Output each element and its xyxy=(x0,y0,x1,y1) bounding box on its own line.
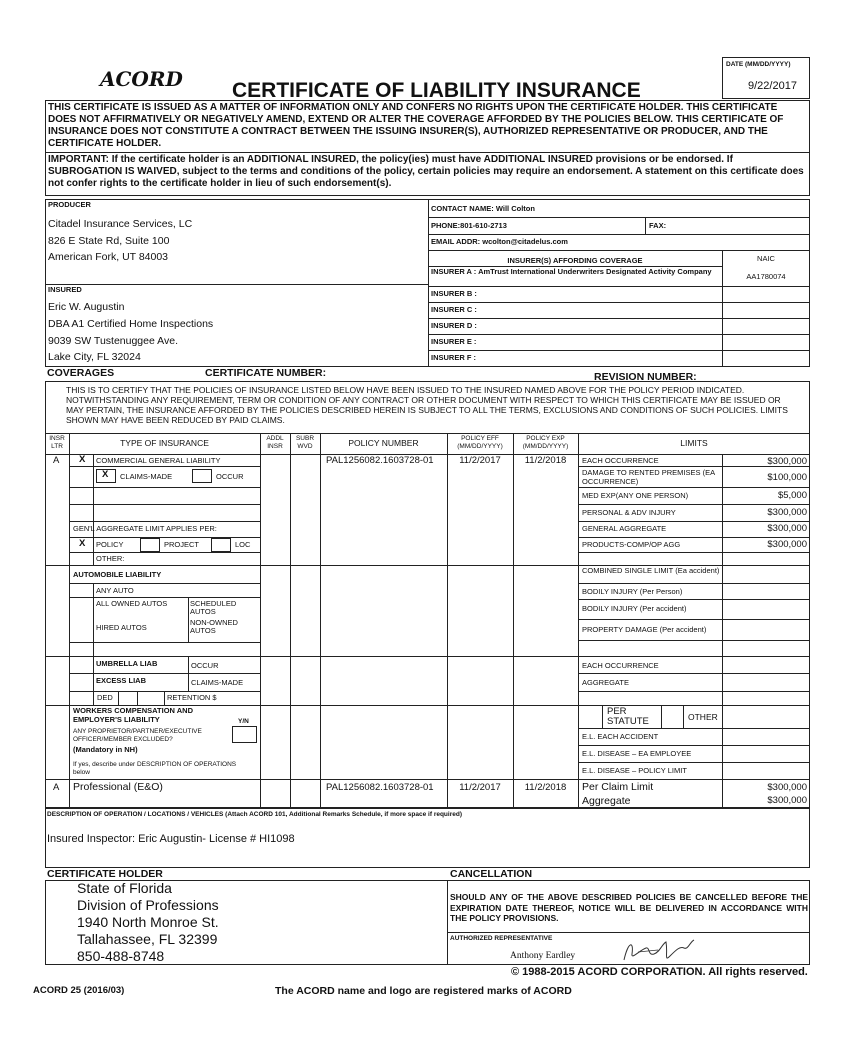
rep-name: Anthony Eardley xyxy=(510,951,576,961)
cancellation-text: SHOULD ANY OF THE ABOVE DESCRIBED POLICIES BE CANCELLED BEFORE THE EXPIRATION DATE THEREOF, NOTICE WILL BE DELIVERED IN ACCORDANCE WITH THE POLICY PROVISIONS. xyxy=(450,892,808,923)
col-limits: LIMITS xyxy=(680,438,708,448)
contact-fax: FAX: xyxy=(649,221,667,230)
copyright: © 1988-2015 ACORD CORPORATION. All rights reserved. xyxy=(511,966,808,978)
signature xyxy=(618,936,700,966)
limit-value: $300,000 xyxy=(767,456,807,467)
other-label: OTHER: xyxy=(96,554,125,563)
other-label: OTHER xyxy=(688,712,718,722)
non-owned-label: NON-OWNED AUTOS xyxy=(190,618,238,635)
insurer-d: INSURER D : xyxy=(431,321,477,330)
insurer-c: INSURER C : xyxy=(431,305,477,314)
limit-label: E.L. DISEASE – POLICY LIMIT xyxy=(582,766,687,775)
claims-made-mark: X xyxy=(102,469,109,480)
notice-important: IMPORTANT: If the certificate holder is an ADDITIONAL INSURED, the policy(ies) must have ADDITIONAL INSURED provisions or be endorsed. If SUBROGATION IS WAIVED, subject to the terms and conditions of the policy, certain policies may require an endorsement. A statement on this certificate does not confer rights to the certificate holder in lieu of such endorsement(s). xyxy=(48,154,804,189)
limit-label: MED EXP(ANY ONE PERSON) xyxy=(582,491,689,500)
limit-label: GENERAL AGGREGATE xyxy=(582,524,667,533)
limit-label: PERSONAL & ADV INJURY xyxy=(582,508,676,517)
mandatory-nh-label: (Mandatory in NH) xyxy=(73,745,138,754)
insurer-b: INSURER B : xyxy=(431,289,477,298)
contact-name: CONTACT NAME: Will Colton xyxy=(431,204,535,213)
proprietor-excluded-checkbox[interactable] xyxy=(232,726,257,743)
col-subr: SUBR WVD xyxy=(295,435,315,450)
limit-label: COMBINED SINGLE LIMIT (Ea accident) xyxy=(582,566,720,575)
project-checkbox[interactable] xyxy=(140,538,160,552)
limit-label: EACH OCCURRENCE xyxy=(582,661,659,670)
limit-value: $100,000 xyxy=(767,472,807,483)
notice-information-only: THIS CERTIFICATE IS ISSUED AS A MATTER OF INFORMATION ONLY AND CONFERS NO RIGHTS UPON THE CERTIFICATE HOLDER. THIS CERTIFICATE DOES NOT AFFIRMATIVELY OR NEGATIVELY AMEND, EXTEND OR ALTER THE COVERAGE AFFORDED BY THE POLICIES BELOW. THIS CERTIFICATE OF INSURANCE DOES NOT CONSTITUTE A CONTRACT BETWEEN THE ISSUING INSURER(S), AUTHORIZED REPRESENTATIVE OR PRODUCER, AND THE CERTIFICATE HOLDER. xyxy=(48,102,784,149)
limit-label: PROPERTY DAMAGE (Per accident) xyxy=(582,625,707,634)
insurer-e: INSURER E : xyxy=(431,337,477,346)
hired-autos-label: HIRED AUTOS xyxy=(96,623,147,632)
insured-line: Eric W. Augustin xyxy=(48,301,125,313)
retention-label: RETENTION $ xyxy=(167,693,217,702)
contact-email: EMAIL ADDR: wcolton@citadelus.com xyxy=(431,237,568,246)
acord-logo: ACORD xyxy=(100,67,183,91)
authorized-rep-label: AUTHORIZED REPRESENTATIVE xyxy=(450,935,553,942)
policy-label: POLICY xyxy=(96,540,124,549)
scheduled-label: SCHEDULED AUTOS xyxy=(190,599,237,616)
document-title: CERTIFICATE OF LIABILITY INSURANCE xyxy=(232,79,641,102)
prof-insurer-letter: A xyxy=(53,782,60,793)
limit-value: $300,000 xyxy=(767,782,807,793)
gl-policy-number: PAL1256082.1603728-01 xyxy=(326,455,434,466)
col-addl: ADDL INSR xyxy=(266,435,284,450)
col-policy-number: POLICY NUMBER xyxy=(348,438,419,448)
certificate-number-label: CERTIFICATE NUMBER: xyxy=(205,367,327,379)
col-eff: POLICY EFF (MM/DD/YYYY) xyxy=(457,435,503,450)
loc-label: LOC xyxy=(235,540,251,549)
revision-number-label: REVISION NUMBER: xyxy=(594,371,697,383)
limit-label: EACH OCCURRENCE xyxy=(582,456,659,465)
producer-line: American Fork, UT 84003 xyxy=(48,251,169,263)
any-auto-label: ANY AUTO xyxy=(96,586,134,595)
holder-line: 1940 North Monroe St. xyxy=(77,914,219,930)
insurer-f: INSURER F : xyxy=(431,353,476,362)
umbrella-liab-label: UMBRELLA LIAB xyxy=(96,659,158,668)
producer-line: Citadel Insurance Services, LC xyxy=(48,218,193,230)
limit-value: $300,000 xyxy=(767,795,807,806)
certificate-holder-label: CERTIFICATE HOLDER xyxy=(47,868,163,880)
trademark-notice: The ACORD name and logo are registered marks of ACORD xyxy=(275,985,572,997)
insured-line: 9039 SW Tustenuggee Ave. xyxy=(48,335,178,347)
holder-line: Tallahassee, FL 32399 xyxy=(77,931,218,947)
holder-line: State of Florida xyxy=(77,880,172,896)
occur-checkbox[interactable] xyxy=(192,469,212,483)
all-owned-label: ALL OWNED AUTOS xyxy=(96,599,168,608)
prof-policy-number: PAL1256082.1603728-01 xyxy=(326,782,434,793)
gl-label: COMMERCIAL GENERAL LIABILITY xyxy=(96,456,221,465)
description-text: Insured Inspector: Eric Augustin- License # HI1098 xyxy=(47,833,295,845)
limit-label: E.L. DISEASE – EA EMPLOYEE xyxy=(582,749,692,758)
excess-liab-label: EXCESS LIAB xyxy=(96,676,147,685)
limit-label: AGGREGATE xyxy=(582,678,629,687)
producer-label: PRODUCER xyxy=(48,200,91,209)
workers-comp-label: WORKERS COMPENSATION AND EMPLOYER'S LIABILITY xyxy=(73,706,193,724)
occur-label: OCCUR xyxy=(216,472,244,481)
date-value: 9/22/2017 xyxy=(748,80,797,92)
prof-exp-date: 11/2/2018 xyxy=(524,782,567,793)
prof-eff-date: 11/2/2017 xyxy=(459,782,501,793)
insured-line: DBA A1 Certified Home Inspections xyxy=(48,318,214,330)
date-label: DATE (MM/DD/YYYY) xyxy=(726,61,791,68)
per-statute-label: PER STATUTE xyxy=(607,706,649,727)
gl-checkbox-mark[interactable]: X xyxy=(79,454,86,465)
gl-eff-date: 11/2/2017 xyxy=(459,455,501,466)
yn-label: Y/N xyxy=(238,718,249,725)
coverages-label: COVERAGES xyxy=(47,367,115,379)
ded-label: DED xyxy=(97,693,113,702)
limit-value: $300,000 xyxy=(767,539,807,550)
insured-line: Lake City, FL 32024 xyxy=(48,351,141,363)
limit-label: DAMAGE TO RENTED PREMISES (EA OCCURRENCE) xyxy=(582,468,715,486)
insurer-a-naic: AA1780074 xyxy=(746,272,786,281)
producer-line: 826 E State Rd, Suite 100 xyxy=(48,235,170,247)
holder-line: 850-488-8748 xyxy=(77,948,165,964)
policy-checkbox-mark[interactable]: X xyxy=(79,538,86,549)
coverage-statement: THIS IS TO CERTIFY THAT THE POLICIES OF INSURANCE LISTED BELOW HAVE BEEN ISSUED TO THE INSURED NAMED ABOVE FOR THE POLICY PERIOD INDICATED. NOTWITHSTANDING ANY REQUIREMENT, TERM OR CONDITION OF ANY CONTRACT OR OTHER DOCUMENT WITH RESPECT TO WHICH THIS CERTIFICATE MAY BE ISSUED OR MAY PERTAIN, THE INSURANCE AFFORDED BY THE POLICIES DESCRIBED HEREIN IS SUBJECT TO ALL THE TERMS, EXCLUSIONS AND CONDITIONS OF SUCH POLICIES. LIMITS SHOWN MAY HAVE BEEN REDUCED BY PAID CLAIMS. xyxy=(66,385,788,425)
if-yes-describe: If yes, describe under DESCRIPTION OF OPERATIONS below xyxy=(73,761,237,776)
col-type: TYPE OF INSURANCE xyxy=(120,438,209,448)
col-exp: POLICY EXP (MM/DD/YYYY) xyxy=(522,435,569,450)
limit-label: PRODUCTS-COMP/OP AGG xyxy=(582,540,681,549)
claims-made-label: CLAIMS-MADE xyxy=(120,472,173,481)
project-label: PROJECT xyxy=(164,540,200,549)
insurer-a: INSURER A : AmTrust International Underwriters Designated Activity Company xyxy=(431,267,712,276)
insurers-header: INSURER(S) AFFORDING COVERAGE xyxy=(507,256,643,265)
description-label: DESCRIPTION OF OPERATION / LOCATIONS / VEHICLES (Attach ACORD 101, Additional Remarks Schedule, if more space if required) xyxy=(47,811,462,818)
limit-value: $300,000 xyxy=(767,507,807,518)
limit-value: $300,000 xyxy=(767,523,807,534)
holder-line: Division of Professions xyxy=(77,897,219,913)
naic-label: NAIC xyxy=(757,254,775,263)
professional-label: Professional (E&O) xyxy=(73,781,163,793)
col-insr-ltr: INSR LTR xyxy=(49,435,65,450)
proprietor-question: ANY PROPRIETOR/PARTNER/EXECUTIVE OFFICER/MEMBER EXCLUDED? xyxy=(73,728,202,743)
form-id: ACORD 25 (2016/03) xyxy=(33,985,125,996)
gl-insurer-letter: A xyxy=(53,455,60,466)
contact-phone: PHONE:801-610-2713 xyxy=(431,221,507,230)
umbrella-occur-label: OCCUR xyxy=(191,661,219,670)
gl-exp-date: 11/2/2018 xyxy=(524,455,567,466)
cancellation-label: CANCELLATION xyxy=(450,868,533,880)
limit-value: $5,000 xyxy=(777,490,807,501)
limit-label: Aggregate xyxy=(582,795,631,807)
limit-label: BODILY INJURY (Per Person) xyxy=(582,587,683,596)
auto-label: AUTOMOBILE LIABILITY xyxy=(73,570,162,579)
gl-aggregate-applies: GEN'L AGGREGATE LIMIT APPLIES PER: xyxy=(73,524,217,533)
loc-checkbox[interactable] xyxy=(211,538,231,552)
limit-label: E.L. EACH ACCIDENT xyxy=(582,732,659,741)
umbrella-claims-label: CLAIMS-MADE xyxy=(191,678,244,687)
limit-label: BODILY INJURY (Per accident) xyxy=(582,604,687,613)
insured-label: INSURED xyxy=(48,285,82,294)
limit-label: Per Claim Limit xyxy=(582,781,654,793)
